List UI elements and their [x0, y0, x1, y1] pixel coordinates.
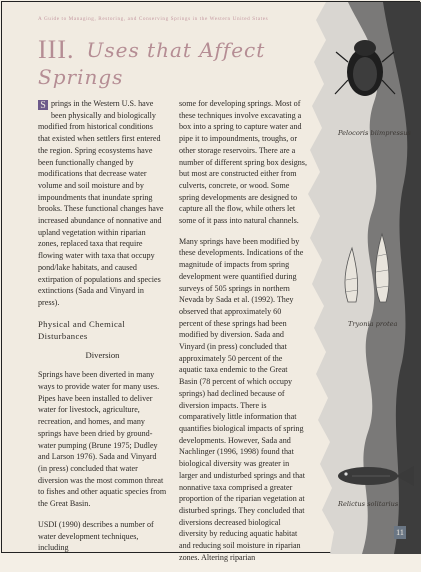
section-title: Uses that Affect Springs: [38, 38, 266, 89]
document-page: [1, 1, 420, 562]
text-column-right: [179, 98, 307, 572]
fish-caption: Relictus solitarius: [338, 500, 399, 508]
page-number: 11: [394, 526, 406, 539]
spring-box-paragraph: some for developing springs. Most of these techniques involve excavating a box into a spring to capture water and pipe it to impoundments, troughs, or other storage reservoirs. There are a number of different spring box designs, but most are constructed either from culverts, concrete, or wood. Some spring developments are designed to capture all the flow, while others let some of it pass into natural channels.: [179, 99, 307, 226]
section-heading: [38, 35, 328, 89]
illustration-strip: [308, 2, 421, 554]
diversion-paragraph: Springs have been diverted in many ways to provide water for many uses. Pipes have been installed to deliver water for livestock, agriculture, recreation, and homes, and many springs have been dried by ground-water pumping (Brune 1975; Dudley and Larson 1976). Sada and Vinyard (in press) concluded that water diversion was the most common threat to fishes and other aquatic species from the Great Basin.: [38, 370, 167, 509]
intro-text: prings in the Western U.S. have been physically and biologically modified from historical conditions that existed when settlers first entered the region. Spring ecosystems have been functionally changed by modifications that decrease water volume and soil moisture and by impoundments that inundate spring brooks. These functional changes have increased abundance of nonnative and upland vegetation within riparian zones, replaced taxa that require flowing water with taxa that occupy pond/lake habitats, and caused extirpation of populations and species extinctions (Sada and Vinyard in press).: [38, 99, 164, 307]
snail-caption: Tryonia protea: [348, 320, 398, 328]
beetle-caption: Pelocoris biimpressus: [338, 129, 411, 137]
drop-cap: S: [38, 100, 48, 110]
intro-paragraph: [38, 98, 167, 309]
usdi-paragraph: USDI (1990) describes a number of water development techniques, including: [38, 519, 154, 553]
modification-paragraph: Many springs have been modified by these developments. Indications of the magnitude of impacts from spring development were quantified during surveys of 505 springs in northern Nevada by Sada et al. (1992). They observed that approximately 60 percent of these springs had been modified by diversion. Sada and Vinyard (in press) concluded that approximately 50 percent of the aquatic taxa endemic to the Great Basin (78 percent of which occupy springs) had declined because of diversion impacts. There is comparatively little information that quantifies biological impacts of spring developments. However, Sada and Nachlinger (1996, 1998) found that biological diversity was greater in larger and undisturbed springs and that nonnative taxa comprised a greater proportion of the riparian vegetation at disturbed springs. They concluded that diversions decreased biological diversity by reducing aquatic habitat and reducing soil moisture in riparian zones. Altering riparian: [179, 236, 305, 562]
section-numeral: III.: [38, 35, 75, 64]
text-column-left: [38, 98, 167, 563]
physical-chemical-heading: Physical and Chemical Disturbances: [38, 318, 126, 341]
running-head: A Guide to Managing, Restoring, and Conserving Springs in the Western United States: [38, 16, 269, 22]
diversion-subheading: Diversion: [85, 349, 120, 360]
